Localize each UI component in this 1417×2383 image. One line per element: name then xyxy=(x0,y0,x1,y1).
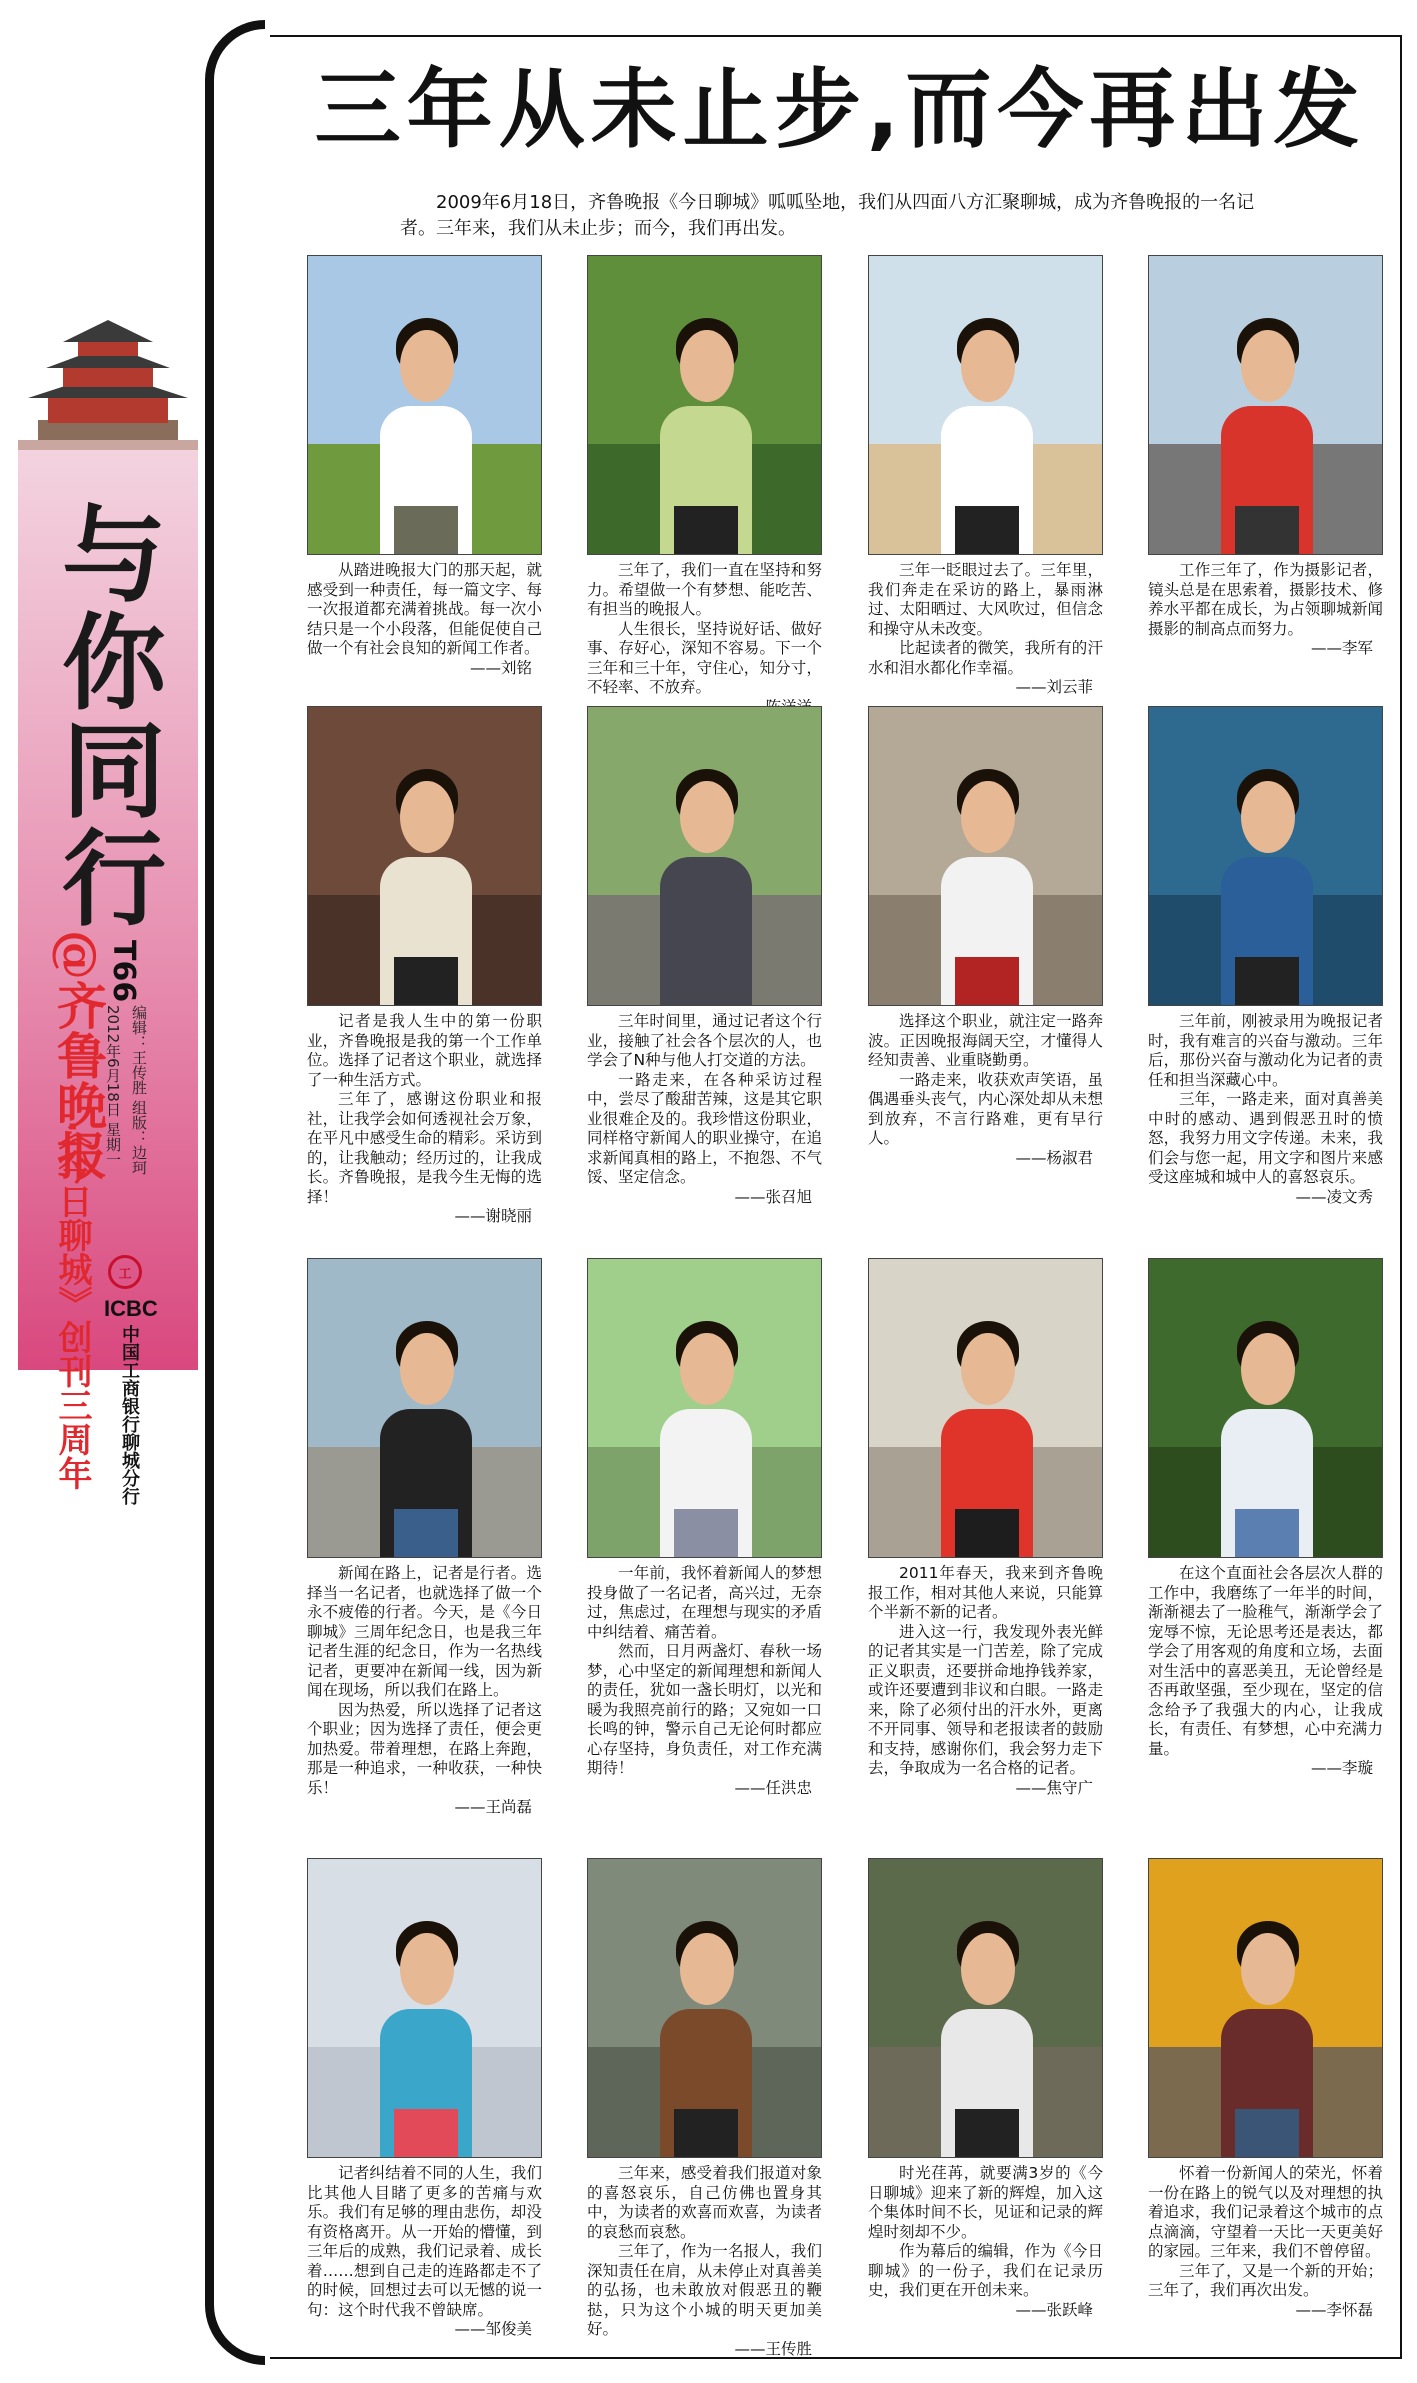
reporter-card xyxy=(868,1858,1103,2320)
quote-paragraph: 从踏进晚报大门的那天起，就感受到一种责任，每一篇文字、每一次报道都充满着挑战。每一次小结只是一个小段落，但能促使自己做一个有社会良知的新闻工作者。 xyxy=(307,561,542,657)
reporter-quote xyxy=(587,1012,822,1207)
reporter-quote xyxy=(1148,1564,1383,1779)
reporter-signature: ——杨淑君 xyxy=(1015,1148,1093,1167)
reporter-photo xyxy=(1148,1258,1383,1558)
reporter-card xyxy=(587,706,822,1207)
quote-paragraph: 三年时间里，通过记者这个行业，接触了社会各个层次的人，也学会了N种与他人打交道的方法。 xyxy=(587,1012,822,1069)
sponsor-name: 中国工商银行聊城分行 xyxy=(119,1325,140,1505)
quote-paragraph: 时光荏苒，就要满3岁的《今日聊城》迎来了新的辉煌，加入这个集体时间不长，见证和记录的辉煌时刻却不少。 xyxy=(868,2164,1103,2241)
reporter-card xyxy=(307,1258,542,1818)
newspaper-logo: @齐鲁晚报 xyxy=(49,930,108,1180)
headline: 三年从未止步,而今再出发 xyxy=(314,60,1366,160)
reporter-photo xyxy=(868,255,1103,555)
quote-paragraph: 三年了，又是一个新的开始；三年了，我们再次出发。 xyxy=(1148,2261,1383,2299)
quote-paragraph: 进入这一行，我发现外表光鲜的记者其实是一门苦差，除了完成正义职责，还要拼命地挣钱养家，或许还要遭到非议和白眼。一路走来，除了必须付出的汗水外，更离不开同事、领导和老报读者的鼓励和支持，感谢你们，我会努力走下去，争取成为一名合格的记者。 xyxy=(868,1622,1103,1777)
page-number: T66 xyxy=(106,940,141,1003)
reporter-signature: ——谢晓丽 xyxy=(454,1207,532,1225)
reporter-card xyxy=(1148,255,1383,659)
quote-paragraph: 一路走来，收获欢声笑语，虽偶遇垂头丧气，内心深处却从未想到放弃，不言行路难，更有早行人。 xyxy=(868,1070,1103,1147)
quote-paragraph: 因为热爱，所以选择了记者这个职业；因为选择了责任，便会更加热爱。带着理想，在路上奔跑，那是一种追求，一种收获，一种快乐！ xyxy=(307,1700,542,1797)
reporter-quote xyxy=(868,1012,1103,1168)
sidebar xyxy=(0,0,200,2383)
reporter-card xyxy=(1148,1258,1383,1779)
quote-paragraph: 工作三年了，作为摄影记者，镜头总是在思索着，摄影技术、修养水平都在成长，为占领聊城新闻摄影的制高点而努力。 xyxy=(1148,561,1383,638)
quote-paragraph: 然而，日月两盏灯、春秋一场梦，心中坚定的新闻理想和新闻人的责任，犹如一盏长明灯，以光和暖为我照亮前行的路；又宛如一口长鸣的钟，警示自己无论何时都应心存坚持，身负责任，对工作充满期待！ xyxy=(587,1642,822,1777)
reporter-quote xyxy=(587,2164,822,2359)
sponsor-logo-text: ICBC xyxy=(104,1296,158,1321)
quote-paragraph: 一路走来，在各种采访过程中，尝尽了酸甜苦辣，这是其它职业很难企及的。我珍惜这份职业，同样格守新闻人的职业操守，在追求新闻真相的路上，不抱怨、不气馁、坚定信念。 xyxy=(587,1070,822,1186)
quote-paragraph: 记者纠结着不同的人生，我们比其他人目睹了更多的苦痛与欢乐。我们有足够的理由悲伤，却没有资格离开。从一开始的懵懂，到三年后的成熟，我们记录着、成长着……想到自己走的连路都走不了的时候，回想过去可以无憾的说一句：这个时代我不曾缺席。 xyxy=(307,2164,542,2319)
quote-paragraph: 在这个直面社会各层次人群的工作中，我磨练了一年半的时间，渐渐褪去了一脸稚气，渐渐学会了宠辱不惊，无论思考还是表达，都学会了用客观的角度和立场，去面对生活中的喜恶美丑，无论曾经是否再敢坚强，至少现在，坚定的信念给予了我强大的内心，让我成长，有责任、有梦想，心中充满力量。 xyxy=(1148,1564,1383,1758)
quote-paragraph: 选择这个职业，就注定一路奔波。正因晚报海阔天空，才懂得人经知责善、业重晓勤勇。 xyxy=(868,1012,1103,1069)
editor-credit: 编辑：王传胜 组版：边珂 xyxy=(130,1005,148,1175)
reporter-quote xyxy=(1148,561,1383,659)
reporter-photo xyxy=(307,1858,542,2158)
quote-paragraph: 三年了，我们一直在坚持和努力。希望做一个有梦想、能吃苦、有担当的晚报人。 xyxy=(587,561,822,618)
reporter-card xyxy=(307,1858,542,2340)
quote-paragraph: 三年了，作为一名报人，我们深知责任在肩，从未停止对真善美的弘扬，也未敢放对假恶丑的鞭挞，只为这个小城的明天更加美好。 xyxy=(587,2242,822,2338)
reporter-photo xyxy=(307,706,542,1006)
reporter-signature: ——凌文秀 xyxy=(1295,1187,1373,1206)
reporter-card xyxy=(307,706,542,1227)
reporter-quote xyxy=(868,1564,1103,1798)
reporter-signature: ——刘云菲 xyxy=(1015,678,1093,696)
reporter-photo xyxy=(868,1858,1103,2158)
reporter-quote xyxy=(1148,1012,1383,1207)
reporter-quote xyxy=(307,2164,542,2340)
reporter-signature: ——张跃峰 xyxy=(1015,2300,1093,2319)
reporter-card xyxy=(868,255,1103,698)
reporter-signature: ——刘铭 xyxy=(469,658,532,677)
reporter-quote xyxy=(307,1012,542,1227)
reporter-quote xyxy=(307,1564,542,1818)
reporter-photo xyxy=(1148,255,1383,555)
quote-paragraph: 三年了，感谢这份职业和报社，让我学会如何透视社会万象，在平凡中感受生命的精彩。采访到的，让我触动；经历过的，让我成长。齐鲁晚报，是我今生无悔的选择！ xyxy=(307,1090,542,1206)
icbc-logo-icon: 工 xyxy=(108,1255,142,1289)
reporter-photo xyxy=(587,255,822,555)
quote-paragraph: 比起读者的微笑，我所有的汗水和泪水都化作幸福。 xyxy=(868,639,1103,677)
reporter-signature: ——焦守广 xyxy=(1015,1778,1093,1797)
quote-paragraph: 新闻在路上，记者是行者。选择当一名记者，也就选择了做一个永不疲倦的行者。今天，是《今日聊城》三周年纪念日，也是我三年记者生涯的纪念日，作为一名热线记者，更要冲在新闻一线，因为新闻在现场，所以我们在路上。 xyxy=(307,1564,542,1699)
reporter-signature: ——王尚磊 xyxy=(454,1798,532,1816)
reporter-card xyxy=(587,255,822,717)
quote-paragraph: 三年，一路走来，面对真善美中时的感动、遇到假恶丑时的愤怒，我努力用文字传递。未来，我们会与您一起，用文字和图片来感受这座城和城中人的喜怒哀乐。 xyxy=(1148,1090,1383,1186)
reporter-photo xyxy=(868,1258,1103,1558)
quote-paragraph: 三年一眨眼过去了。三年里，我们奔走在采访的路上，暴雨淋过、太阳晒过、大风吹过，但信念和操守从未改变。 xyxy=(868,561,1103,638)
reporter-quote xyxy=(868,561,1103,698)
quote-paragraph: 一年前，我怀着新闻人的梦想投身做了一名记者，高兴过，无奈过，焦虑过，在理想与现实的矛盾中纠结着、痛苦着。 xyxy=(587,1564,822,1641)
reporter-card xyxy=(868,1258,1103,1798)
reporter-card xyxy=(1148,1858,1383,2320)
reporter-photo xyxy=(307,255,542,555)
reporter-card xyxy=(868,706,1103,1168)
reporter-photo xyxy=(587,1258,822,1558)
page-bracket xyxy=(205,20,265,2365)
reporter-quote xyxy=(1148,2164,1383,2320)
reporter-quote xyxy=(587,1564,822,1798)
reporter-signature: ——邹俊美 xyxy=(454,2320,532,2338)
reporter-signature: ——李军 xyxy=(1310,639,1373,657)
quote-paragraph: 怀着一份新闻人的荣光，怀着一份在路上的锐气以及对理想的执着追求，我们记录着这个城市的点点滴滴，守望着一天比一天更美好的家园。三年来，我们不曾停留。 xyxy=(1148,2164,1383,2260)
reporter-photo xyxy=(587,1858,822,2158)
reporter-photo xyxy=(587,706,822,1006)
reporter-card xyxy=(587,1258,822,1798)
quote-paragraph: 人生很长，坚持说好话、做好事、存好心，深知不容易。下一个三年和三十年，守住心，知分寸，不轻率、不放弃。 xyxy=(587,619,822,696)
reporter-signature: ——李璇 xyxy=(1310,1759,1373,1777)
reporter-quote xyxy=(868,2164,1103,2320)
anniversary-text: ·《今日聊城》创刊三周年 xyxy=(52,1120,92,1490)
lede-paragraph: 2009年6月18日，齐鲁晚报《今日聊城》呱呱坠地，我们从四面八方汇聚聊城，成为齐鲁晚报的一名记者。三年来，我们从未止步；而今，我们再出发。 xyxy=(400,192,1255,239)
reporter-signature: ——张召旭 xyxy=(734,1187,812,1206)
pagoda-illustration xyxy=(18,310,198,460)
reporter-signature: ——任洪忠 xyxy=(734,1778,812,1797)
reporter-photo xyxy=(1148,706,1383,1006)
reporter-photo xyxy=(307,1258,542,1558)
reporter-signature: ——王传胜 xyxy=(734,2339,812,2358)
reporter-signature: ——李怀磊 xyxy=(1295,2300,1373,2319)
quote-paragraph: 记者是我人生中的第一份职业，齐鲁晚报是我的第一个工作单位。选择了记者这个职业，就选择了一种生活方式。 xyxy=(307,1012,542,1089)
quote-paragraph: 2011年春天，我来到齐鲁晚报工作，相对其他人来说，只能算个半新不新的记者。 xyxy=(868,1564,1103,1621)
quote-paragraph: 三年来，感受着我们报道对象的喜怒哀乐，自己仿佛也置身其中，为读者的欢喜而欢喜，为读者的哀愁而哀愁。 xyxy=(587,2164,822,2241)
reporter-card xyxy=(1148,706,1383,1207)
reporter-photo xyxy=(1148,1858,1383,2158)
quote-paragraph: 作为幕后的编辑，作为《今日聊城》的一份子，我们在记录历史，我们更在开创未来。 xyxy=(868,2242,1103,2299)
column-title: 与你同行 xyxy=(44,500,167,932)
reporter-card xyxy=(587,1858,822,2359)
reporter-quote xyxy=(587,561,822,717)
reporter-quote xyxy=(307,561,542,678)
reporter-photo xyxy=(868,706,1103,1006)
issue-date: 2012年6月18日 星期一 xyxy=(104,1005,122,1167)
quote-paragraph: 三年前，刚被录用为晚报记者时，我有难言的兴奋与激动。三年后，那份兴奋与激动化为记者的责任和担当深藏心中。 xyxy=(1148,1012,1383,1089)
reporter-card xyxy=(307,255,542,678)
